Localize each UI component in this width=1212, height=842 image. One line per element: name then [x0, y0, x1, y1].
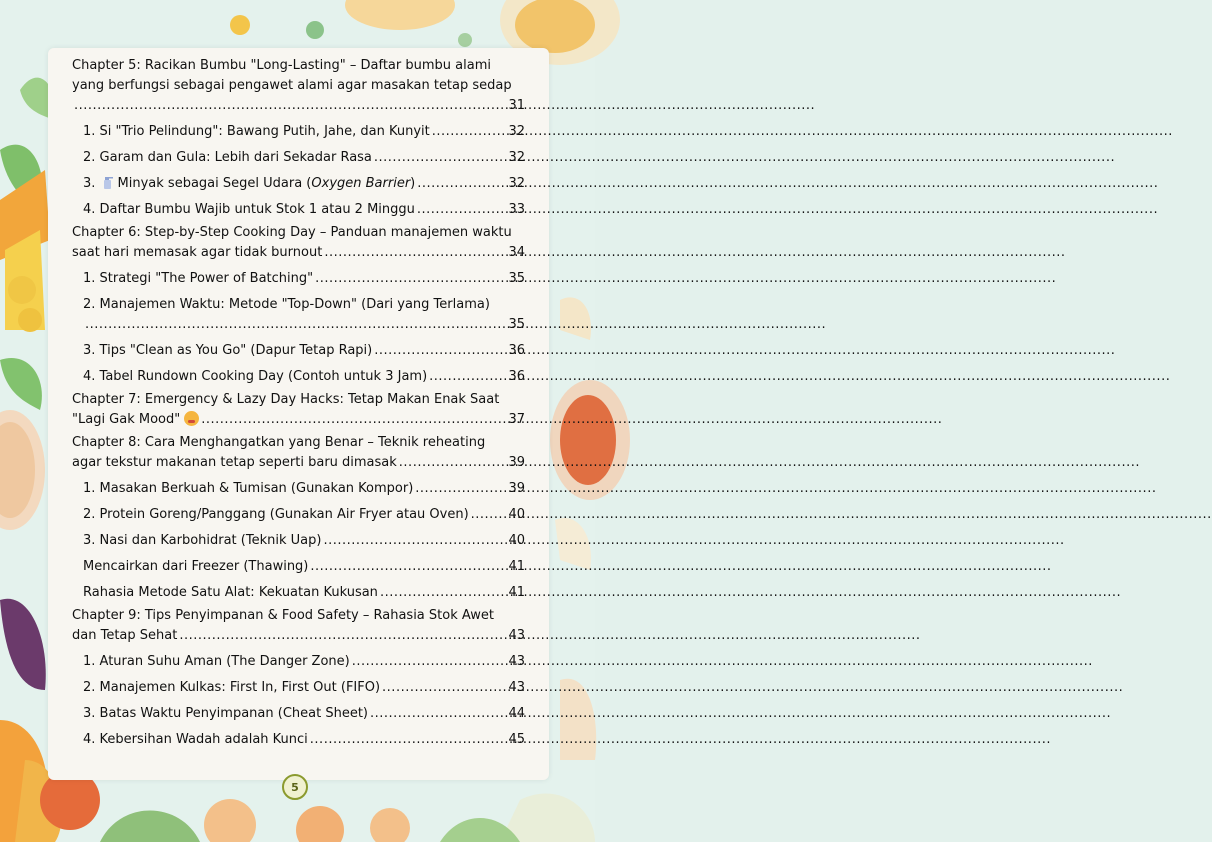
toc-item-label: Mencairkan dari Freezer (Thawing)	[83, 559, 309, 574]
item-text-italic: Oxygen Barrier	[311, 176, 411, 191]
item-text: Minyak sebagai Segel Udara (	[117, 176, 312, 191]
dot-leader	[324, 243, 506, 263]
dot-leader	[417, 174, 506, 194]
page-number: 40	[508, 507, 525, 522]
table-of-contents	[72, 53, 525, 750]
toc-leader-row	[72, 626, 525, 646]
page-number: 36	[508, 369, 525, 384]
toc-item-label: 3. Nasi dan Karbohidrat (Teknik Uap)	[83, 533, 322, 548]
toc-item[interactable]	[72, 678, 525, 698]
chapter-title-line: dan Tetap Sehat	[72, 628, 178, 643]
page-number: 34	[508, 245, 525, 260]
dot-leader	[74, 96, 506, 116]
toc-item-label: 3. Tips "Clean as You Go" (Dapur Tetap Rapi)	[83, 343, 373, 358]
toc-item-label: 1. Aturan Suhu Aman (The Danger Zone)	[83, 654, 350, 669]
toc-item-label: 4. Daftar Bumbu Wajib untuk Stok 1 atau 2 Minggu	[83, 202, 415, 217]
page-number: 32	[508, 150, 525, 165]
dot-leader	[370, 704, 506, 724]
page-number: 41	[508, 559, 525, 574]
dot-leader	[471, 505, 507, 525]
toc-item-label	[83, 174, 415, 194]
chapter-title-line: Chapter 8: Cara Menghangatkan yang Benar – Teknik reheating	[72, 435, 486, 450]
dot-leader	[429, 367, 506, 387]
toc-item-label: 3. Batas Waktu Penyimpanan (Cheat Sheet)	[83, 706, 368, 721]
flushed-face-emoji-icon	[184, 411, 199, 426]
toc-item[interactable]	[72, 148, 525, 168]
dot-leader	[417, 200, 507, 220]
page-number-badge: 5	[282, 774, 308, 800]
dot-leader	[310, 730, 507, 750]
toc-chapter-6[interactable]	[72, 223, 525, 263]
chapter-title-line: agar tekstur makanan tetap seperti baru dimasak	[72, 455, 397, 470]
toc-item[interactable]	[72, 295, 525, 335]
chapter-title-text: "Lagi Gak Mood"	[72, 412, 181, 427]
toc-item[interactable]	[72, 531, 525, 551]
dot-leader	[415, 479, 506, 499]
page-number: 32	[508, 176, 525, 191]
toc-item-label: 1. Strategi "The Power of Batching"	[83, 271, 314, 286]
toc-chapter-7[interactable]	[72, 390, 525, 430]
dot-leader	[352, 652, 507, 672]
page-number: 44	[508, 706, 525, 721]
toc-item[interactable]	[72, 200, 525, 220]
toc-item[interactable]	[72, 557, 525, 577]
page-number: 43	[508, 628, 525, 643]
page-number: 39	[508, 481, 525, 496]
spray-bottle-icon	[100, 175, 114, 189]
toc-leader-row	[72, 410, 525, 430]
toc-leader-row	[72, 96, 525, 116]
page-number: 41	[508, 585, 525, 600]
item-text-close: )	[410, 176, 416, 191]
dot-leader	[374, 341, 506, 361]
toc-item[interactable]	[72, 122, 525, 142]
page-number: 35	[508, 271, 525, 286]
page-number: 39	[508, 455, 525, 470]
toc-item[interactable]	[72, 704, 525, 724]
page-number: 33	[508, 202, 525, 217]
toc-item[interactable]	[72, 652, 525, 672]
toc-item[interactable]	[72, 269, 525, 289]
page-number: 40	[508, 533, 525, 548]
toc-item-label: 2. Protein Goreng/Panggang (Gunakan Air Fryer atau Oven)	[83, 507, 469, 522]
page-number: 45	[508, 732, 525, 747]
toc-item[interactable]	[72, 341, 525, 361]
chapter-title-line: saat hari memasak agar tidak burnout	[72, 245, 323, 260]
toc-item[interactable]	[72, 505, 525, 525]
chapter-title-line	[72, 410, 199, 430]
toc-item[interactable]	[72, 367, 525, 387]
page-number: 37	[508, 412, 525, 427]
toc-item-label: 2. Garam dan Gula: Lebih dari Sekadar Rasa	[83, 150, 372, 165]
toc-leader-row	[72, 453, 525, 473]
chapter-title-line: yang berfungsi sebagai pengawet alami agar masakan tetap sedap	[72, 78, 512, 93]
chapter-title-line: Chapter 7: Emergency & Lazy Day Hacks: Tetap Makan Enak Saat	[72, 392, 500, 407]
page-number: 32	[508, 124, 525, 139]
dot-leader	[179, 626, 506, 646]
toc-item-label: 4. Tabel Rundown Cooking Day (Contoh untuk 3 Jam)	[83, 369, 428, 384]
dot-leader	[310, 557, 506, 577]
chapter-title-line: Chapter 6: Step-by-Step Cooking Day – Panduan manajemen waktu	[72, 225, 512, 240]
page-number: 43	[508, 680, 525, 695]
dot-leader	[374, 148, 507, 168]
dot-leader	[201, 410, 506, 430]
toc-item[interactable]	[72, 583, 525, 603]
page-number: 36	[508, 343, 525, 358]
dot-leader	[432, 122, 507, 142]
toc-chapter-9[interactable]	[72, 606, 525, 646]
dot-leader	[380, 583, 507, 603]
toc-item[interactable]	[72, 479, 525, 499]
toc-leader-row	[83, 315, 525, 335]
toc-item-label: 4. Kebersihan Wadah adalah Kunci	[83, 732, 308, 747]
dot-leader	[315, 269, 506, 289]
toc-chapter-8[interactable]	[72, 433, 525, 473]
toc-item-label: 2. Manajemen Waktu: Metode "Top-Down" (Dari yang Terlama)	[83, 297, 490, 312]
chapter-title-line: Chapter 5: Racikan Bumbu "Long-Lasting" – Daftar bumbu alami	[72, 58, 491, 73]
chapter-title-line: Chapter 9: Tips Penyimpanan & Food Safety – Rahasia Stok Awet	[72, 608, 494, 623]
dot-leader	[399, 453, 507, 473]
dot-leader	[382, 678, 506, 698]
toc-leader-row	[72, 243, 525, 263]
page-number: 31	[508, 98, 525, 113]
toc-item[interactable]	[72, 730, 525, 750]
toc-item[interactable]	[72, 174, 525, 194]
toc-chapter-5[interactable]	[72, 56, 525, 116]
toc-item-label: 2. Manajemen Kulkas: First In, First Out (FIFO)	[83, 680, 381, 695]
item-number: 3.	[83, 176, 96, 191]
toc-item-label: 1. Masakan Berkuah & Tumisan (Gunakan Kompor)	[83, 481, 414, 496]
page-number: 43	[508, 654, 525, 669]
page-number: 35	[508, 317, 525, 332]
dot-leader	[85, 315, 506, 335]
toc-item-label: 1. Si "Trio Pelindung": Bawang Putih, Jahe, dan Kunyit	[83, 124, 430, 139]
toc-item-label: Rahasia Metode Satu Alat: Kekuatan Kukusan	[83, 585, 378, 600]
dot-leader	[323, 531, 506, 551]
